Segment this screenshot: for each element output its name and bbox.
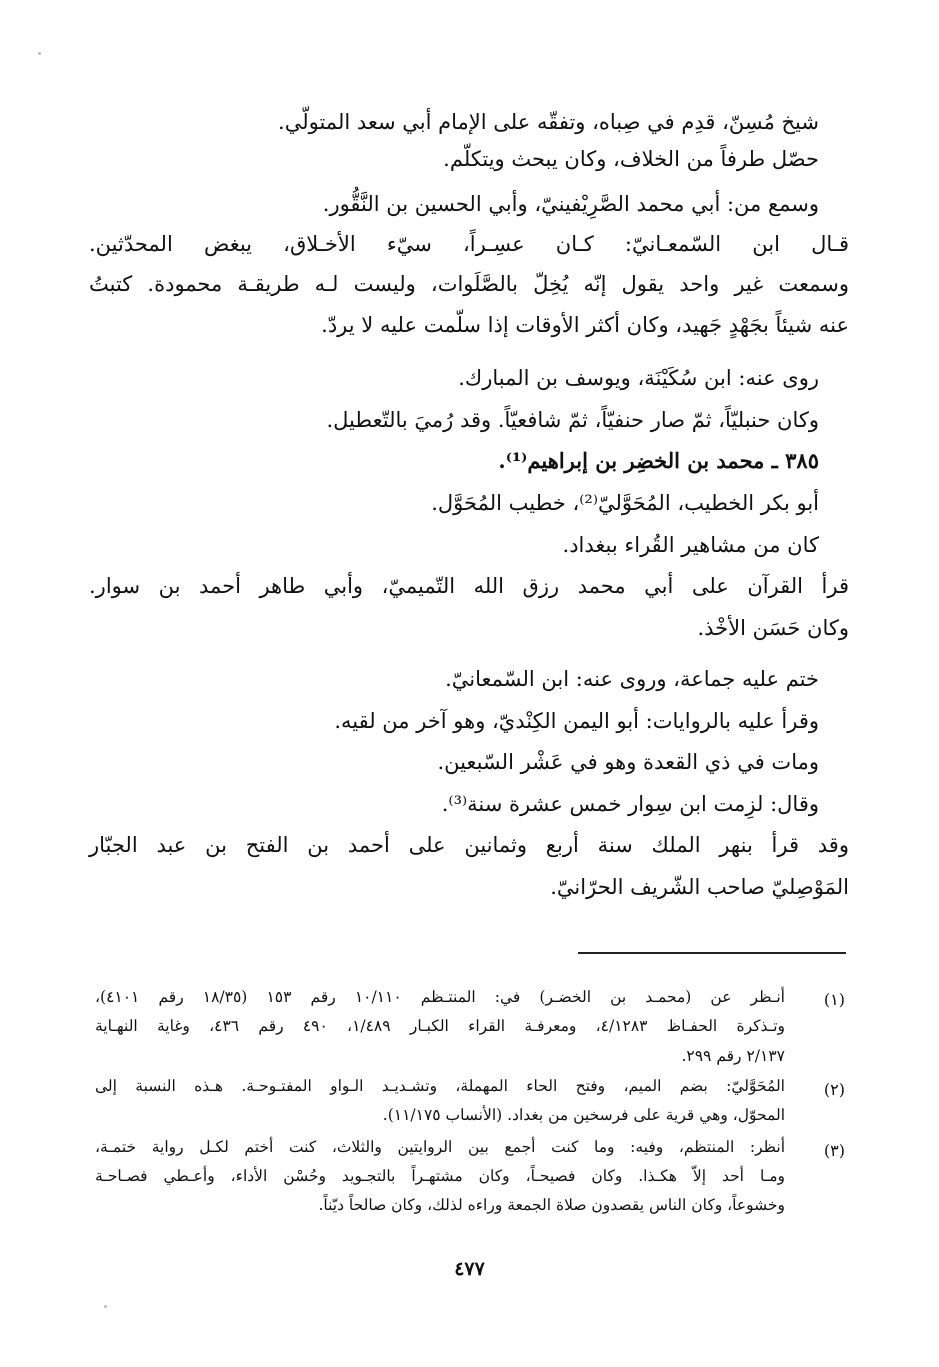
footnote-number: (١) bbox=[823, 990, 845, 1009]
text-line: وقال: لزِمت ابن سِوار خمس عشرة سنة⁽³⁾. bbox=[441, 792, 819, 816]
text-line: وكان حَسَن الأخْذ. bbox=[697, 616, 849, 640]
text-line: ومات في ذي القعدة وهو في عَشْر السّبعين. bbox=[437, 750, 819, 774]
text-line: قـال ابن السّمعـانيّ: كـان عسِـراً، سيّء الأخـلاق، يبغض المحدّثين. bbox=[89, 232, 849, 256]
scan-speck bbox=[104, 1305, 107, 1308]
text-line: عنه شيئاً بجَهْدٍ جَهيد، وكان أكثر الأوقات إذا سلّمت عليه لا يردّ. bbox=[321, 313, 849, 337]
text-line: أبو بكر الخطيب، المُحَوَّليّ⁽²⁾، خطيب المُحَوَّل. bbox=[431, 491, 819, 515]
footnote-number: (٢) bbox=[823, 1080, 845, 1099]
footnote-line: أنظر: المنتظم، وفيه: وما كنت أجمع بين الروايتين والثلاث، كنت أختم لكـل رواية ختمـة، bbox=[95, 1138, 785, 1156]
footnote-line: المحوّل، وهي قرية على فرسخين من بغداد. (الأنساب ١١/١٧٥). bbox=[382, 1106, 785, 1124]
text-line: شيخ مُسِنّ، قدِم في صِباه، وتفقّه على الإمام أبي سعد المتولّي. bbox=[278, 110, 819, 134]
text-line: وسمع من: أبي محمد الصَّرِيْفينيّ، وأبي الحسين بن النَّقُّور. bbox=[322, 192, 819, 216]
text-line: قرأ القرآن على أبي محمد رزق الله التّميميّ، وأبي طاهر أحمد بن سوار. bbox=[89, 574, 849, 598]
text-line: وقرأ عليه بالروايات: أبو اليمن الكِنْديّ، وهو آخر من لقيه. bbox=[334, 709, 819, 733]
text-line: المَوْصِليّ صاحب الشّريف الحرّانيّ. bbox=[550, 875, 849, 899]
footnote-line: ٢/١٣٧ رقم ٢٩٩. bbox=[681, 1047, 785, 1065]
text-line: وكان حنبليّاً، ثمّ صار حنفيّاً، ثمّ شافعيّاً. وقد رُميَ بالتّعطيل. bbox=[326, 408, 819, 432]
footnote-line: وتـذكرة الحفـاظ ٤/١٢٨٣، ومعرفـة القراء الكبـار ١/٤٨٩، ٤٩٠ رقم ٤٣٦، وغاية النهـاية bbox=[95, 1017, 785, 1035]
text-line: روى عنه: ابن سُكَيْنَة، ويوسف بن المبارك. bbox=[458, 366, 819, 390]
footnote-line: ومـا أحد إلاّ هكـذا. وكان فصيحـاً، وكان مشتهـراً بالتجـويد وحُسْن الأداء، وأعـطي فصـاحـة bbox=[95, 1167, 785, 1185]
text-line: وسمعت غير واحد يقول إنّه يُخِلّ بالصَّلَوات، وليست لـه طريقـة محمودة. كتبتُ bbox=[89, 272, 849, 296]
scan-speck bbox=[38, 52, 41, 55]
text-line: حصّل طرفاً من الخلاف، وكان يبحث ويتكلّم. bbox=[443, 147, 819, 171]
text-line: كان من مشاهير القُراء ببغداد. bbox=[562, 533, 819, 557]
page-number: ٤٧٧ bbox=[454, 1258, 485, 1280]
footnote-divider bbox=[578, 952, 846, 954]
footnote-number: (٣) bbox=[823, 1141, 845, 1160]
text-line: ختم عليه جماعة، وروى عنه: ابن السّمعانيّ. bbox=[445, 667, 819, 691]
footnote-line: وخشوعاً، وكان الناس يقصدون صلاة الجمعة وراءه لذلك، وكان صالحاً ديّناً. bbox=[318, 1196, 785, 1214]
footnote-line: أنـظر عن (محمـد بن الخضـر) في: المنتـظم ١٠/١١٠ رقم ١٥٣ (١٨/٣٥ رقم ٤١٠١)، bbox=[95, 988, 785, 1006]
text-line: وقد قرأ بنهر الملك سنة أربع وثمانين على أحمد بن الفتح بن عبد الجبّار bbox=[89, 833, 849, 857]
entry-heading: ٣٨٥ ـ محمد بن الخضِر بن إبراهيم⁽¹⁾. bbox=[498, 448, 819, 473]
footnote-line: المُحَوَّليّ: بضم الميم، وفتح الحاء المهملة، وتشـديـد الـواو المفتـوحـة. هـذه النسبة إلى bbox=[95, 1077, 785, 1095]
